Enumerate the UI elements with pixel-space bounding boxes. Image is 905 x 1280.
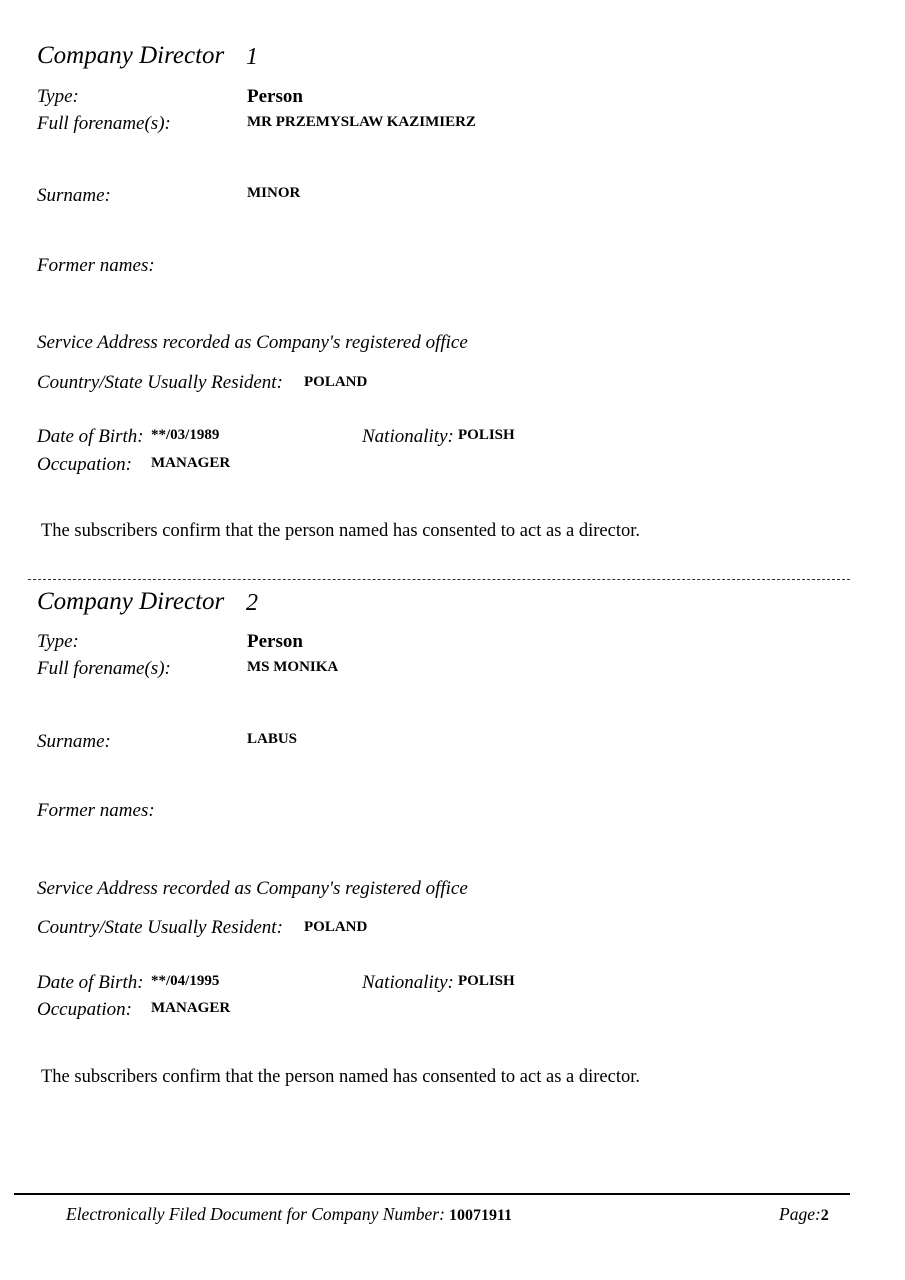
former-names-label: Former names: bbox=[37, 800, 155, 821]
occupation-label: Occupation: bbox=[37, 454, 132, 475]
consent-statement: The subscribers confirm that the person named has consented to act as a director. bbox=[41, 521, 640, 541]
consent-statement: The subscribers confirm that the person named has consented to act as a director. bbox=[41, 1067, 640, 1087]
page-indicator bbox=[779, 1204, 829, 1225]
nationality-value: POLISH bbox=[458, 973, 515, 989]
forenames-label: Full forename(s): bbox=[37, 658, 171, 679]
service-address-note: Service Address recorded as Company's registered office bbox=[37, 332, 468, 353]
page-number: 2 bbox=[820, 1207, 829, 1224]
surname-value: MINOR bbox=[247, 185, 301, 201]
occupation-label: Occupation: bbox=[37, 999, 132, 1020]
forenames-label: Full forename(s): bbox=[37, 113, 171, 134]
type-value: Person bbox=[247, 631, 303, 652]
country-label: Country/State Usually Resident: bbox=[37, 917, 283, 938]
forenames-value: MR PRZEMYSLAW KAZIMIERZ bbox=[247, 114, 476, 130]
section-heading: Company Director bbox=[37, 588, 225, 615]
forenames-value: MS MONIKA bbox=[247, 659, 339, 675]
dob-label: Date of Birth: bbox=[37, 972, 144, 993]
country-label: Country/State Usually Resident: bbox=[37, 372, 283, 393]
country-value: POLAND bbox=[304, 374, 368, 390]
nationality-label: Nationality: bbox=[362, 972, 454, 993]
nationality-label: Nationality: bbox=[362, 426, 454, 447]
surname-value: LABUS bbox=[247, 731, 298, 747]
type-label: Type: bbox=[37, 86, 79, 107]
service-address-note: Service Address recorded as Company's registered office bbox=[37, 878, 468, 899]
dob-value: **/04/1995 bbox=[151, 973, 220, 989]
footer-label: Electronically Filed Document for Company Number: bbox=[66, 1204, 445, 1224]
occupation-value: MANAGER bbox=[151, 455, 231, 471]
company-number: 10071911 bbox=[448, 1207, 513, 1224]
former-names-label: Former names: bbox=[37, 255, 155, 276]
surname-label: Surname: bbox=[37, 185, 111, 206]
section-divider bbox=[28, 579, 850, 580]
country-value: POLAND bbox=[304, 919, 368, 935]
occupation-value: MANAGER bbox=[151, 1000, 231, 1016]
nationality-value: POLISH bbox=[458, 427, 515, 443]
footer-rule bbox=[14, 1193, 850, 1195]
director-number: 1 bbox=[246, 44, 258, 70]
director-number: 2 bbox=[246, 590, 258, 616]
page-label: Page: bbox=[779, 1204, 821, 1224]
section-heading: Company Director bbox=[37, 42, 225, 69]
type-label: Type: bbox=[37, 631, 79, 652]
surname-label: Surname: bbox=[37, 731, 111, 752]
type-value: Person bbox=[247, 86, 303, 107]
dob-value: **/03/1989 bbox=[151, 427, 220, 443]
dob-label: Date of Birth: bbox=[37, 426, 144, 447]
footer-company-line bbox=[66, 1204, 512, 1225]
